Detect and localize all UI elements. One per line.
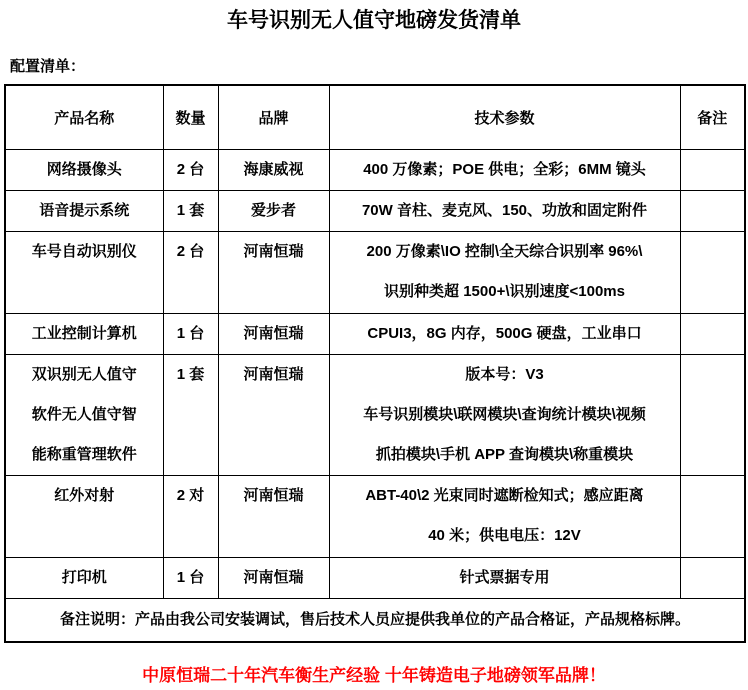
quantity-cell	[163, 191, 218, 232]
specs-cell	[329, 314, 680, 355]
product-name-cell	[5, 150, 163, 191]
cell-line	[681, 355, 745, 395]
specs-cell	[329, 150, 680, 191]
remarks-cell	[5, 599, 745, 643]
quantity-cell	[163, 355, 218, 476]
quantity-cell	[163, 150, 218, 191]
cell-line: 1 套	[176, 366, 205, 383]
remarks-text-segment: 由我公司安装调试，售后技术人员应提供我单位的	[164, 611, 495, 628]
cell-line	[681, 191, 745, 231]
header-specs: 技术参数	[329, 85, 680, 150]
table-row	[5, 232, 745, 314]
remarks-text-segment: 产品	[494, 611, 525, 628]
cell-line: 识别种类超 1500+\识别速度<100ms	[384, 283, 625, 300]
footer-slogan: 中原恒瑞二十年汽车衡生产经验 十年铸造电子地磅领军品牌！	[142, 666, 606, 685]
document-title: 车号识别无人值守地磅发货清单	[227, 9, 521, 32]
cell-line	[681, 476, 745, 516]
brand-cell	[218, 476, 329, 558]
specs-cell	[329, 232, 680, 314]
remarks-text-segment: 合格证，	[525, 611, 586, 628]
product-name-cell	[5, 355, 163, 476]
cell-line: 版本号：V3	[465, 366, 544, 383]
table-row	[5, 191, 745, 232]
quantity-cell	[163, 232, 218, 314]
table-row	[5, 355, 745, 476]
remarks-row	[5, 599, 745, 643]
specs-cell	[329, 191, 680, 232]
product-name-cell	[5, 232, 163, 314]
cell-line: 1 台	[176, 569, 205, 586]
cell-line: 双识别无人值守	[31, 366, 137, 383]
remarks-text-segment: 规格标牌。	[615, 611, 691, 628]
cell-line: 河南恒瑞	[243, 243, 304, 260]
quantity-cell	[163, 476, 218, 558]
cell-line: 针式票据专用	[459, 569, 550, 586]
note-cell	[680, 232, 745, 314]
table-row	[5, 558, 745, 599]
table-row	[5, 314, 745, 355]
cell-line: 2 台	[176, 161, 205, 178]
header-product-name: 产品名称	[5, 85, 163, 150]
brand-cell	[218, 191, 329, 232]
header-brand: 品牌	[218, 85, 329, 150]
table-row	[5, 150, 745, 191]
cell-line: 河南恒瑞	[243, 325, 304, 342]
cell-line: 车号自动识别仪	[31, 243, 137, 260]
cell-line	[681, 558, 745, 598]
remarks-text-segment: 产品	[134, 611, 165, 628]
brand-cell	[218, 558, 329, 599]
cell-line: 海康威视	[243, 161, 304, 178]
brand-cell	[218, 355, 329, 476]
cell-line: ABT-40\2 光束同时遮断检知式；感应距离	[365, 487, 644, 504]
note-cell	[680, 558, 745, 599]
note-cell	[680, 150, 745, 191]
specs-cell	[329, 355, 680, 476]
brand-cell	[218, 232, 329, 314]
quantity-cell	[163, 314, 218, 355]
product-name-cell	[5, 314, 163, 355]
cell-line: 能称重管理软件	[31, 446, 137, 463]
cell-line: 爱步者	[250, 202, 296, 219]
cell-line: 网络摄像头	[46, 161, 122, 178]
cell-line: 河南恒瑞	[243, 569, 304, 586]
cell-line	[681, 314, 745, 354]
cell-line: 2 对	[176, 487, 205, 504]
note-cell	[680, 314, 745, 355]
cell-line: 200 万像素\IO 控制\全天综合识别率 96%\	[366, 243, 643, 260]
cell-line	[681, 232, 745, 272]
product-name-cell	[5, 476, 163, 558]
cell-line: 车号识别模块\联网模块\查询统计模块\视频	[363, 406, 646, 423]
specs-cell	[329, 558, 680, 599]
product-name-cell	[5, 558, 163, 599]
header-quantity: 数量	[163, 85, 218, 150]
cell-line: 1 套	[176, 202, 205, 219]
note-cell	[680, 191, 745, 232]
config-table-body	[5, 150, 745, 643]
cell-line: 软件无人值守智	[31, 406, 137, 423]
table-row	[5, 476, 745, 558]
cell-line: 400 万像素；POE 供电；全彩；6MM 镜头	[363, 161, 646, 178]
brand-cell	[218, 314, 329, 355]
config-table	[4, 84, 746, 643]
header-row	[5, 85, 745, 150]
cell-line: 抓拍模块\手机 APP 查询模块\称重模块	[375, 446, 634, 463]
note-cell	[680, 355, 745, 476]
cell-line	[681, 150, 745, 190]
cell-line: 红外对射	[54, 487, 115, 504]
header-note: 备注	[680, 85, 745, 150]
cell-line: 工业控制计算机	[31, 325, 137, 342]
note-cell	[680, 476, 745, 558]
product-name-cell	[5, 191, 163, 232]
cell-line: 70W 音柱、麦克风、150、功放和固定附件	[361, 202, 648, 219]
remarks-text-segment: 备注说明：	[59, 611, 135, 628]
cell-line: 2 台	[176, 243, 205, 260]
cell-line: 语音提示系统	[39, 202, 130, 219]
brand-cell	[218, 150, 329, 191]
cell-line: 1 台	[176, 325, 205, 342]
cell-line: 河南恒瑞	[243, 487, 304, 504]
quantity-cell	[163, 558, 218, 599]
section-label: 配置清单：	[10, 58, 86, 75]
specs-cell	[329, 476, 680, 558]
remarks-text-segment: 产品	[585, 611, 616, 628]
cell-line: 40 米；供电电压：12V	[428, 527, 581, 544]
cell-line: 河南恒瑞	[243, 366, 304, 383]
cell-line: CPUI3，8G 内存，500G 硬盘，工业串口	[367, 325, 642, 342]
document-page	[0, 8, 748, 690]
cell-line: 打印机	[61, 569, 107, 586]
